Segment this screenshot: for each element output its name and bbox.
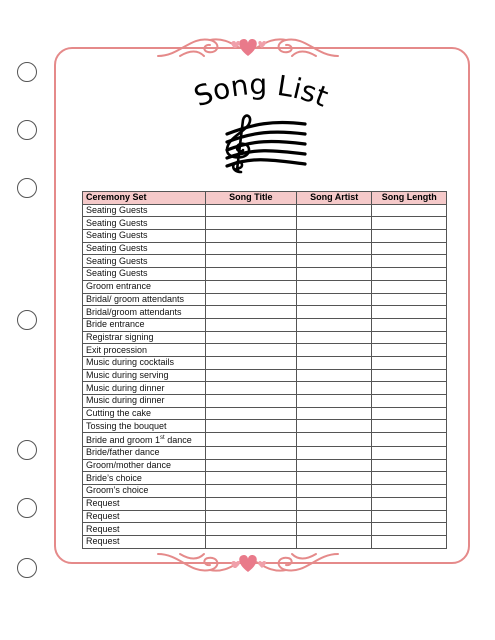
song-length-cell[interactable] [372,255,447,268]
song-title-cell[interactable] [205,306,296,319]
song-artist-cell[interactable] [296,306,372,319]
song-length-cell[interactable] [372,523,447,536]
song-length-cell[interactable] [372,485,447,498]
ceremony-set-cell: Seating Guests [83,230,206,243]
song-artist-cell[interactable] [296,407,372,420]
song-title-cell[interactable] [205,497,296,510]
table-row [83,230,447,243]
song-artist-cell[interactable] [296,472,372,485]
column-header-song-title: Song Title [205,192,296,205]
song-length-cell[interactable] [372,306,447,319]
table-row [83,472,447,485]
song-artist-cell[interactable] [296,230,372,243]
song-length-cell[interactable] [372,382,447,395]
song-title-cell[interactable] [205,447,296,460]
song-length-cell[interactable] [372,459,447,472]
song-title-cell[interactable] [205,204,296,217]
song-title-cell[interactable] [205,407,296,420]
table-row [83,242,447,255]
song-title-cell[interactable] [205,293,296,306]
song-title-cell[interactable] [205,485,296,498]
song-length-cell[interactable] [372,344,447,357]
song-title-cell[interactable] [205,217,296,230]
ceremony-set-cell: Tossing the bouquet [83,420,206,433]
table-header-row [83,192,447,205]
song-artist-cell[interactable] [296,510,372,523]
ceremony-set-cell: Seating Guests [83,217,206,230]
song-artist-cell[interactable] [296,369,372,382]
table-row [83,369,447,382]
song-title-cell[interactable] [205,242,296,255]
song-title-cell[interactable] [205,420,296,433]
column-header-song-length: Song Length [372,192,447,205]
table-row [83,331,447,344]
song-artist-cell[interactable] [296,293,372,306]
song-length-cell[interactable] [372,280,447,293]
binder-hole [17,310,37,330]
song-artist-cell[interactable] [296,420,372,433]
song-list-table [82,191,447,549]
table-row [83,497,447,510]
song-length-cell[interactable] [372,395,447,408]
song-title-cell[interactable] [205,344,296,357]
ceremony-set-cell: Request [83,535,206,548]
table-row [83,255,447,268]
ceremony-set-cell: Request [83,497,206,510]
ceremony-set-cell: Music during dinner [83,395,206,408]
song-length-cell[interactable] [372,204,447,217]
binder-hole [17,440,37,460]
heart-flourish-top-icon [150,32,346,62]
binder-hole [17,498,37,518]
ceremony-set-cell: Request [83,510,206,523]
song-length-cell[interactable] [372,230,447,243]
ceremony-set-cell: Bride/father dance [83,447,206,460]
table-row [83,318,447,331]
table-row [83,420,447,433]
song-length-cell[interactable] [372,472,447,485]
column-header-song-artist: Song Artist [296,192,372,205]
table-row [83,217,447,230]
table-row [83,535,447,548]
ceremony-set-cell: Seating Guests [83,204,206,217]
table-row [83,382,447,395]
table-row [83,293,447,306]
song-artist-cell[interactable] [296,447,372,460]
ceremony-set-cell: Bridal/ groom attendants [83,293,206,306]
ceremony-set-cell: Seating Guests [83,268,206,281]
song-length-cell[interactable] [372,369,447,382]
heart-flourish-bottom-icon [150,548,346,578]
table-row [83,459,447,472]
song-length-cell[interactable] [372,318,447,331]
song-artist-cell[interactable] [296,344,372,357]
table-row [83,395,447,408]
ceremony-set-cell: Music during dinner [83,382,206,395]
song-title-cell[interactable] [205,255,296,268]
ceremony-set-cell: Request [83,523,206,536]
song-title-cell[interactable] [205,472,296,485]
song-length-cell[interactable] [372,420,447,433]
binder-hole [17,120,37,140]
ceremony-set-cell: Bridal/groom attendants [83,306,206,319]
table-row [83,433,447,447]
treble-clef-staff-icon [213,112,309,174]
song-artist-cell[interactable] [296,433,372,447]
ceremony-set-cell: Groom entrance [83,280,206,293]
ceremony-set-cell: Seating Guests [83,255,206,268]
table-row [83,280,447,293]
song-length-cell[interactable] [372,510,447,523]
song-length-cell[interactable] [372,242,447,255]
song-artist-cell[interactable] [296,497,372,510]
song-title-cell[interactable] [205,331,296,344]
table-row [83,344,447,357]
song-artist-cell[interactable] [296,268,372,281]
song-length-cell[interactable] [372,407,447,420]
song-title-cell[interactable] [205,230,296,243]
binder-hole [17,558,37,578]
song-title-cell[interactable] [205,369,296,382]
song-title-cell[interactable] [205,433,296,447]
song-length-cell[interactable] [372,535,447,548]
ceremony-set-cell: Exit procession [83,344,206,357]
song-artist-cell[interactable] [296,395,372,408]
table-row [83,447,447,460]
song-title-cell[interactable] [205,523,296,536]
song-title-cell[interactable] [205,280,296,293]
table-row [83,204,447,217]
song-length-cell[interactable] [372,293,447,306]
table-row [83,306,447,319]
song-length-cell[interactable] [372,217,447,230]
song-artist-cell[interactable] [296,356,372,369]
song-artist-cell[interactable] [296,318,372,331]
ceremony-set-cell: Cutting the cake [83,407,206,420]
song-length-cell[interactable] [372,356,447,369]
ceremony-set-cell: Bride’s choice [83,472,206,485]
table-row [83,268,447,281]
song-artist-cell[interactable] [296,217,372,230]
song-length-cell[interactable] [372,497,447,510]
song-artist-cell[interactable] [296,535,372,548]
binder-hole [17,62,37,82]
song-length-cell[interactable] [372,268,447,281]
song-title-cell[interactable] [205,459,296,472]
table-row [83,523,447,536]
song-length-cell[interactable] [372,433,447,447]
song-title-cell[interactable] [205,510,296,523]
ceremony-set-cell: Bride and groom 1st dance [83,433,206,447]
song-title-cell[interactable] [205,356,296,369]
song-title-cell[interactable] [205,395,296,408]
song-artist-cell[interactable] [296,523,372,536]
song-length-cell[interactable] [372,447,447,460]
song-artist-cell[interactable] [296,204,372,217]
song-title-cell[interactable] [205,382,296,395]
ceremony-set-cell: Registrar signing [83,331,206,344]
song-title-cell[interactable] [205,268,296,281]
song-artist-cell[interactable] [296,242,372,255]
ceremony-set-cell: Groom’s choice [83,485,206,498]
ceremony-set-cell: Groom/mother dance [83,459,206,472]
song-artist-cell[interactable] [296,485,372,498]
table-row [83,485,447,498]
song-artist-cell[interactable] [296,459,372,472]
song-artist-cell[interactable] [296,255,372,268]
ceremony-set-cell: Music during cocktails [83,356,206,369]
song-length-cell[interactable] [372,331,447,344]
binder-hole [17,178,37,198]
song-title-cell[interactable] [205,318,296,331]
svg-text:Song List: Song List [189,67,333,114]
table-row [83,407,447,420]
ceremony-set-cell: Seating Guests [83,242,206,255]
song-artist-cell[interactable] [296,331,372,344]
table-row [83,510,447,523]
column-header-ceremony-set: Ceremony Set [83,192,206,205]
song-artist-cell[interactable] [296,382,372,395]
ceremony-set-cell: Music during serving [83,369,206,382]
song-artist-cell[interactable] [296,280,372,293]
song-title-cell[interactable] [205,535,296,548]
table-row [83,356,447,369]
ceremony-set-cell: Bride entrance [83,318,206,331]
